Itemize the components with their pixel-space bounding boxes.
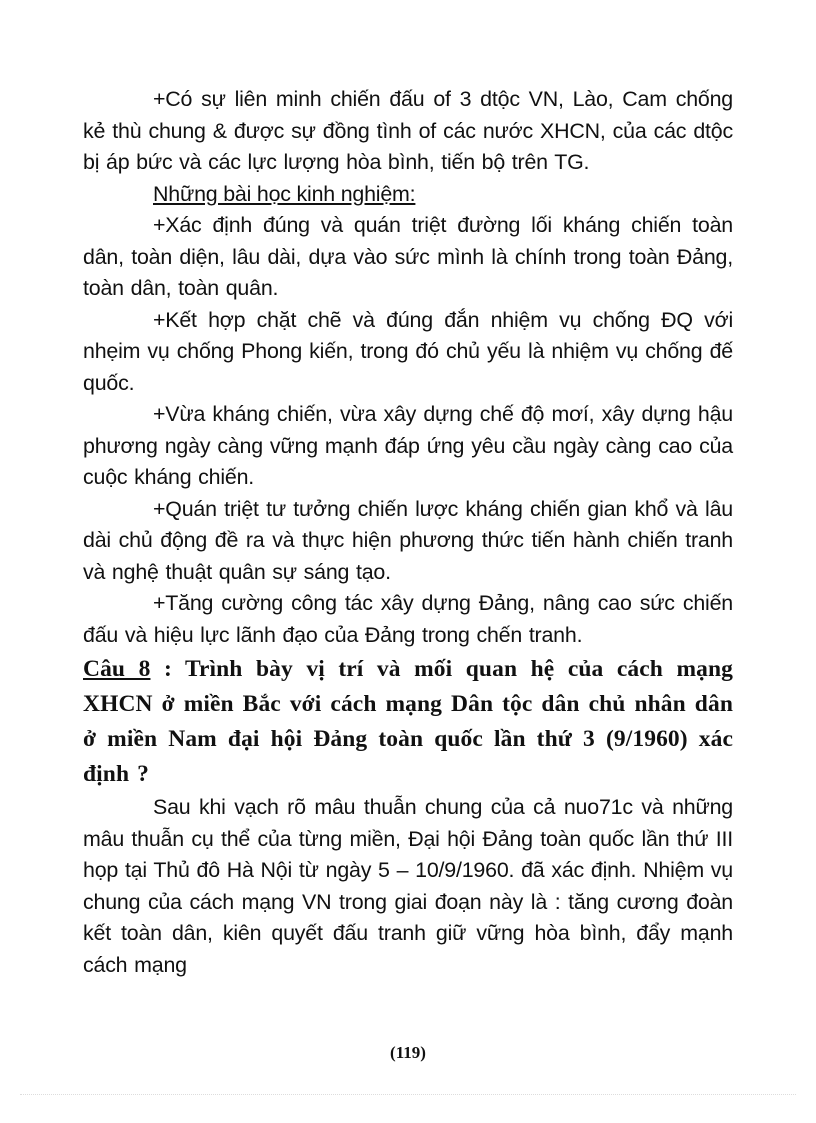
paragraph-alliance: +Có sự liên minh chiến đấu of 3 dtộc VN, Lào, Cam chống kẻ thù chung & được sự đồng tình of các nước XHCN, của các dtộc bị áp bức và các lực lượng hòa bình, tiến bộ trên TG. xyxy=(83,87,733,174)
page-number: (119) xyxy=(390,1043,426,1062)
paragraph-lesson-5: +Tăng cường công tác xây dựng Đảng, nâng cao sức chiến đấu và hiệu lực lãnh đạo của Đảng trong chến tranh. xyxy=(83,591,733,647)
question-text: : Trình bày vị trí và mối quan hệ của cách mạng XHCN ở miền Bắc với cách mạng Dân tộc dân chủ nhân dân ở miền Nam đại hội Đảng toàn quốc lần thứ 3 (9/1960) xác định ? xyxy=(83,656,733,787)
paragraph-lesson-1: +Xác định đúng và quán triệt đường lối kháng chiến toàn dân, toàn diện, lâu dài, dựa vào sức mình là chính trong toàn Đảng, toàn dân, toàn quân. xyxy=(83,213,733,300)
paragraph-lesson-2: +Kết hợp chặt chẽ và đúng đắn nhiệm vụ chống ĐQ với nhẹim vụ chống Phong kiến, trong đó chủ yếu là nhiệm vụ chống đế quốc. xyxy=(83,307,733,395)
question-8 xyxy=(83,652,733,792)
document-page xyxy=(83,84,733,981)
paragraph-lesson-3: +Vừa kháng chiến, vừa xây dựng chế độ mơí, xây dựng hậu phương ngày càng vững mạnh đáp ứng yêu cầu ngày càng cao của cuộc kháng chiến. xyxy=(83,402,733,489)
paragraph-lesson-4: +Quán triệt tư tưởng chiến lược kháng chiến gian khổ và lâu dài chủ động đề ra và thực hiện phương thức tiến hành chiến tranh và nghệ thuật quân sự sáng tạo. xyxy=(83,496,733,584)
question-label: Câu 8 xyxy=(83,656,151,682)
answer-paragraph: Sau khi vạch rõ mâu thuẫn chung của cả nuo71c và những mâu thuẫn cụ thể của từng miền, Đại hội Đảng toàn quốc lần thứ III họp tại Thủ đô Hà Nội từ ngày 5 – 10/9/1960. đã xác định. Nhiệm vụ chung của cách mạng VN trong giai đoạn này là : tăng cương đoàn kết toàn dân, kiên quyết đấu tranh giữ vững hòa bình, đẩy mạnh cách mạng xyxy=(83,795,733,977)
lessons-heading: Những bài học kinh nghiệm: xyxy=(153,181,416,206)
bottom-divider xyxy=(20,1094,796,1095)
